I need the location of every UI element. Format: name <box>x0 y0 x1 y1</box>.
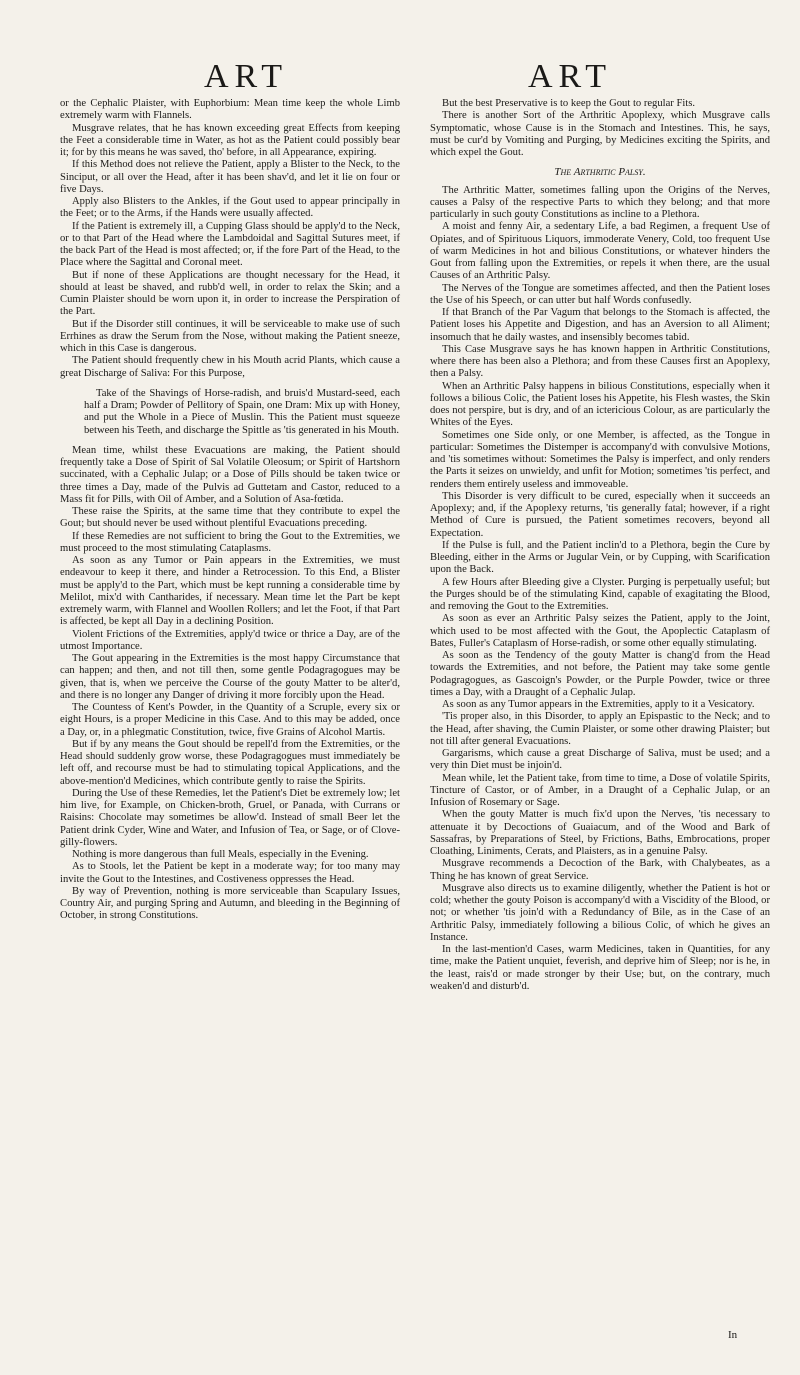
paragraph: or the Cephalic Plaister, with Euphorbium: Mean time keep the whole Limb extremely warm with Flannels. <box>60 98 400 122</box>
paragraph: Musgrave recommends a Decoction of the Bark, with Chalybeates, as a Thing he has known of great Service. <box>430 858 770 882</box>
paragraph: As soon as the Tendency of the gouty Matter is chang'd from the Head towards the Extremities, and not before, the Patient may take some gentle Podagragogues, as Gascoign's Powder, or the Purple Powder, twice or three times a Day, with a Draught of a Cephalic Julap. <box>430 650 770 698</box>
paragraph: 'Tis proper also, in this Disorder, to apply an Epispastic to the Neck; and to the Head, after shaving, the Cumin Plaister, or some other drawing Plaister; but not till after general Evacuations. <box>430 711 770 747</box>
paragraph: In the last-mention'd Cases, warm Medicines, taken in Quantities, for any time, make the Patient unquiet, feverish, and deprive him of Sleep; nor is he, in the least, rais'd or made stronger by their Use; but, on the contrary, much weaken'd and disturb'd. <box>430 944 770 992</box>
paragraph: As soon as any Tumor or Pain appears in the Extremities, we must endeavour to keep it there, and hinder a Retrocession. To this End, a Blister must be apply'd to the Part, which must be kept running a considerable time by Melilot, mix'd with Cantharides, if necessary. Mean time let the Part be kept extremely warm, with Flannel and Woollen Rollers; and let the Foot, if that Part is affected, be kept all Day in a declining Position. <box>60 555 400 628</box>
left-column <box>60 98 400 923</box>
right-column <box>430 98 770 993</box>
header-left: ART <box>204 58 288 95</box>
section-title: The Arthritic Palsy. <box>554 166 646 179</box>
paragraph: This Disorder is very difficult to be cured, especially when it succeeds an Apoplexy; and, if the Apoplexy returns, 'tis generally fatal; however, if a right Method of Cure is pursued, the Patient sometimes recovers, beyond all Expectation. <box>430 490 770 539</box>
paragraph: During the Use of these Remedies, let the Patient's Diet be extremely low; let him live, for Example, on Chicken-broth, Gruel, or Panada, with Currans or Raisins: Chocolate may sometimes be allow'd. Instead of small Beer let the Patient drink Cyder, Wine and Water, and Infusion of Tea, or Sage, or of Clove-gilly-flowers. <box>60 787 400 848</box>
running-header <box>0 58 800 98</box>
paragraph: Sometimes one Side only, or one Member, is affected, as the Tongue in particular: Sometimes the Distemper is accompany'd with convulsive Motions, and 'tis sometimes without: Sometimes the Palsy is imperfect, and only renders the Parts it seizes on unwieldy, and unfit for Motion; sometimes 'tis perfect, and renders them entirely useless and immoveable. <box>430 429 770 490</box>
recipe-block: Take of the Shavings of Horse-radish, and bruis'd Mustard-seed, each half a Dram; Powder of Pellitory of Spain, one Dram: Mix up with Honey, and put the Whole in a Piece of Muslin. This the Patient must squeeze between his Teeth, and discharge the Spittle as 'tis generated in his Mouth. <box>84 387 400 436</box>
paragraph: There is another Sort of the Arthritic Apoplexy, which Musgrave calls Symptomatic, whose Cause is in the Stomach and Intestines. This, he says, must be cur'd by Vomiting and Purging, by Medicines exciting the Spirits, and which expel the Gout. <box>430 110 770 158</box>
paragraph: The Arthritic Matter, sometimes falling upon the Origins of the Nerves, causes a Palsy of the respective Parts to which they belong; and that more particularly in such gouty Constitutions as incline to a Plethora. <box>430 184 770 220</box>
paragraph: The Countess of Kent's Powder, in the Quantity of a Scruple, every six or eight Hours, is a proper Medicine in this Case. And to this may be added, once a Day, or, in a phlegmatic Constitution, twice, five Grains of Alcohol Martis. <box>60 702 400 738</box>
paragraph: The Nerves of the Tongue are sometimes affected, and then the Patient loses the Use of his Speech, or can utter but half Words confusedly. <box>430 282 770 306</box>
paragraph: The Patient should frequently chew in his Mouth acrid Plants, which cause a great Discharge of Saliva: For this Purpose, <box>60 355 400 379</box>
paragraph: Musgrave also directs us to examine diligently, whether the Patient is hot or cold; whether the gouty Poison is accompany'd with a Viscidity of the Blood, or not; or whether 'tis join'd with a Redundancy of Bile, as in the Case of an Arthritic Palsy, immediately following a bilious Colic, of which he gives an Instance. <box>430 882 770 943</box>
paragraph: But if the Disorder still continues, it will be serviceable to make use of such Errhines as draw the Serum from the Nose, without making the Patient sneeze, which in this Case is dangerous. <box>60 318 400 354</box>
paragraph: Gargarisms, which cause a great Discharge of Saliva, must be used; and a very thin Diet must be injoin'd. <box>430 748 770 772</box>
paragraph: If that Branch of the Par Vagum that belongs to the Stomach is affected, the Patient loses his Appetite and Digestion, and has an Aversion to all Aliment; insomuch that he daily wastes, and insensibly becomes tabid. <box>430 307 770 343</box>
paragraph: As soon as any Tumor appears in the Extremities, apply to it a Vesicatory. <box>442 699 755 710</box>
paragraph: As soon as ever an Arthritic Palsy seizes the Patient, apply to the Joint, which used to be most affected with the Gout, the Apoplectic Cataplasm of Bates, Fuller's Cataplasm of Horse-radish, or some other equally stimulating. <box>430 613 770 649</box>
paragraph: But if none of these Applications are thought necessary for the Head, it should at least be shaved, and rubb'd well, in order to relax the Skin; and a Cumin Plaister should be worn upon it, in order to increase the Perspiration of the Part. <box>60 269 400 318</box>
paragraph: Violent Frictions of the Extremities, apply'd twice or thrice a Day, are of the utmost Importance. <box>60 628 400 652</box>
paragraph: If these Remedies are not sufficient to bring the Gout to the Extremities, we must proceed to the most stimulating Cataplasms. <box>60 530 400 554</box>
paragraph: Musgrave relates, that he has known exceeding great Effects from keeping the Feet a considerable time in Water, as hot as the Patient could possibly bear it; for by this means he was saved, tho' before, in all Appearance, expiring. <box>60 122 400 158</box>
paragraph: This Case Musgrave says he has known happen in Arthritic Constitutions, where there has been also a Plethora; and from these Causes first an Apoplexy, then a Palsy. <box>430 343 770 380</box>
header-right: ART <box>528 58 612 95</box>
paragraph: If the Pulse is full, and the Patient inclin'd to a Plethora, begin the Cure by Bleeding, either in the Arms or Jugular Vein, or by Cupping, with Scarification upon the Back. <box>430 539 770 576</box>
paragraph: By way of Prevention, nothing is more serviceable than Scapulary Issues, Country Air, and purging Spring and Autumn, and bleeding in the Beginning of October, in strong Constitutions. <box>60 885 400 922</box>
paragraph: When the gouty Matter is much fix'd upon the Nerves, 'tis necessary to attenuate it by Decoctions of Guaiacum, and of the Wood and Bark of Sassafras, by Preparations of Steel, by Frictions, Baths, Embrocations, proper Cloathing, Liniments, Cerats, and Plaisters, as in a genuine Palsy. <box>430 809 770 857</box>
paragraph: If this Method does not relieve the Patient, apply a Blister to the Neck, to the Sinciput, or all over the Head, after it has been shav'd, and let it lie on four or five Days. <box>60 159 400 195</box>
paragraph: But the best Preservative is to keep the Gout to regular Fits. <box>442 98 696 109</box>
paragraph: As to Stools, let the Patient be kept in a moderate way; for too many may invite the Gout to the Intestines, and Costiveness oppresses the Head. <box>60 861 400 885</box>
paragraph: Mean time, whilst these Evacuations are making, the Patient should frequently take a Dose of Spirit of Sal Volatile Oleosum; or Spirit of Hartshorn succinated, with a Cephalic Julap; or a Dose of Pills should be taken twice or three times a Day, made of the Pulvis ad Guttetam and Castor, reduced to a Mass fit for Pills, with Oil of Amber, and a Solution of Asa-fœtida. <box>60 444 400 505</box>
paragraph: Nothing is more dangerous than full Meals, especially in the Evening. <box>72 849 369 860</box>
paragraph: The Gout appearing in the Extremities is the most happy Circumstance that can happen; and then, and not till then, some gentle Podagragogues may be given, that is, when we perceive the Course of the gouty Matter to be alter'd, and there is no longer any Danger of driving it more forcibly upon the Head. <box>60 653 400 701</box>
paragraph: If the Patient is extremely ill, a Cupping Glass should be apply'd to the Neck, or to that Part of the Head where the Lambdoidal and Sagittal Sutures meet, if the back Part of the Head is most affected; or, if the fore Part of the Head, to the Place where the Sagittal and Coronal meet. <box>60 220 400 269</box>
paragraph: These raise the Spirits, at the same time that they contribute to expel the Gout; but should never be used without plentiful Evacuations preceding. <box>60 506 400 530</box>
paragraph: When an Arthritic Palsy happens in bilious Constitutions, especially when it follows a bilious Colic, the Patient loses his Appetite, his Flesh wastes, the Skin does not perspire, but is dry, and of an ictericious Colour, as are particularly the Whites of the Eyes. <box>430 380 770 429</box>
paragraph: A few Hours after Bleeding give a Clyster. Purging is perpetually useful; but the Purges should be of the stimulating Kind, capable of exagitating the Blood, and removing the Gout to the Extremities. <box>430 576 770 612</box>
paragraph: Mean while, let the Patient take, from time to time, a Dose of volatile Spirits, Tincture of Castor, or of Amber, in a Draught of a Cephalic Julap, or an Infusion of Rosemary or Sage. <box>430 772 770 808</box>
catchword: In <box>728 1329 738 1341</box>
paragraph: But if by any means the Gout should be repell'd from the Extremities, or the Head should suddenly grow worse, these Podagragogues must immediately be left off, and recourse must be had to stimulating topical Applications, and the above-mention'd Medicines, which contribute gently to raise the Spirits. <box>60 738 400 787</box>
paragraph: Apply also Blisters to the Ankles, if the Gout used to appear principally in the Feet; or to the Arms, if the Hands were usually affected. <box>60 196 400 220</box>
paragraph: A moist and fenny Air, a sedentary Life, a bad Regimen, a frequent Use of Opiates, and of Spirituous Liquors, immoderate Venery, Cold, too frequent Use of warm Medicines in hot and bilious Constitutions, or whatever hinders the Gout from falling upon the Extremities, or repels it when there, are the usual Causes of an Arthritic Palsy. <box>430 221 770 282</box>
